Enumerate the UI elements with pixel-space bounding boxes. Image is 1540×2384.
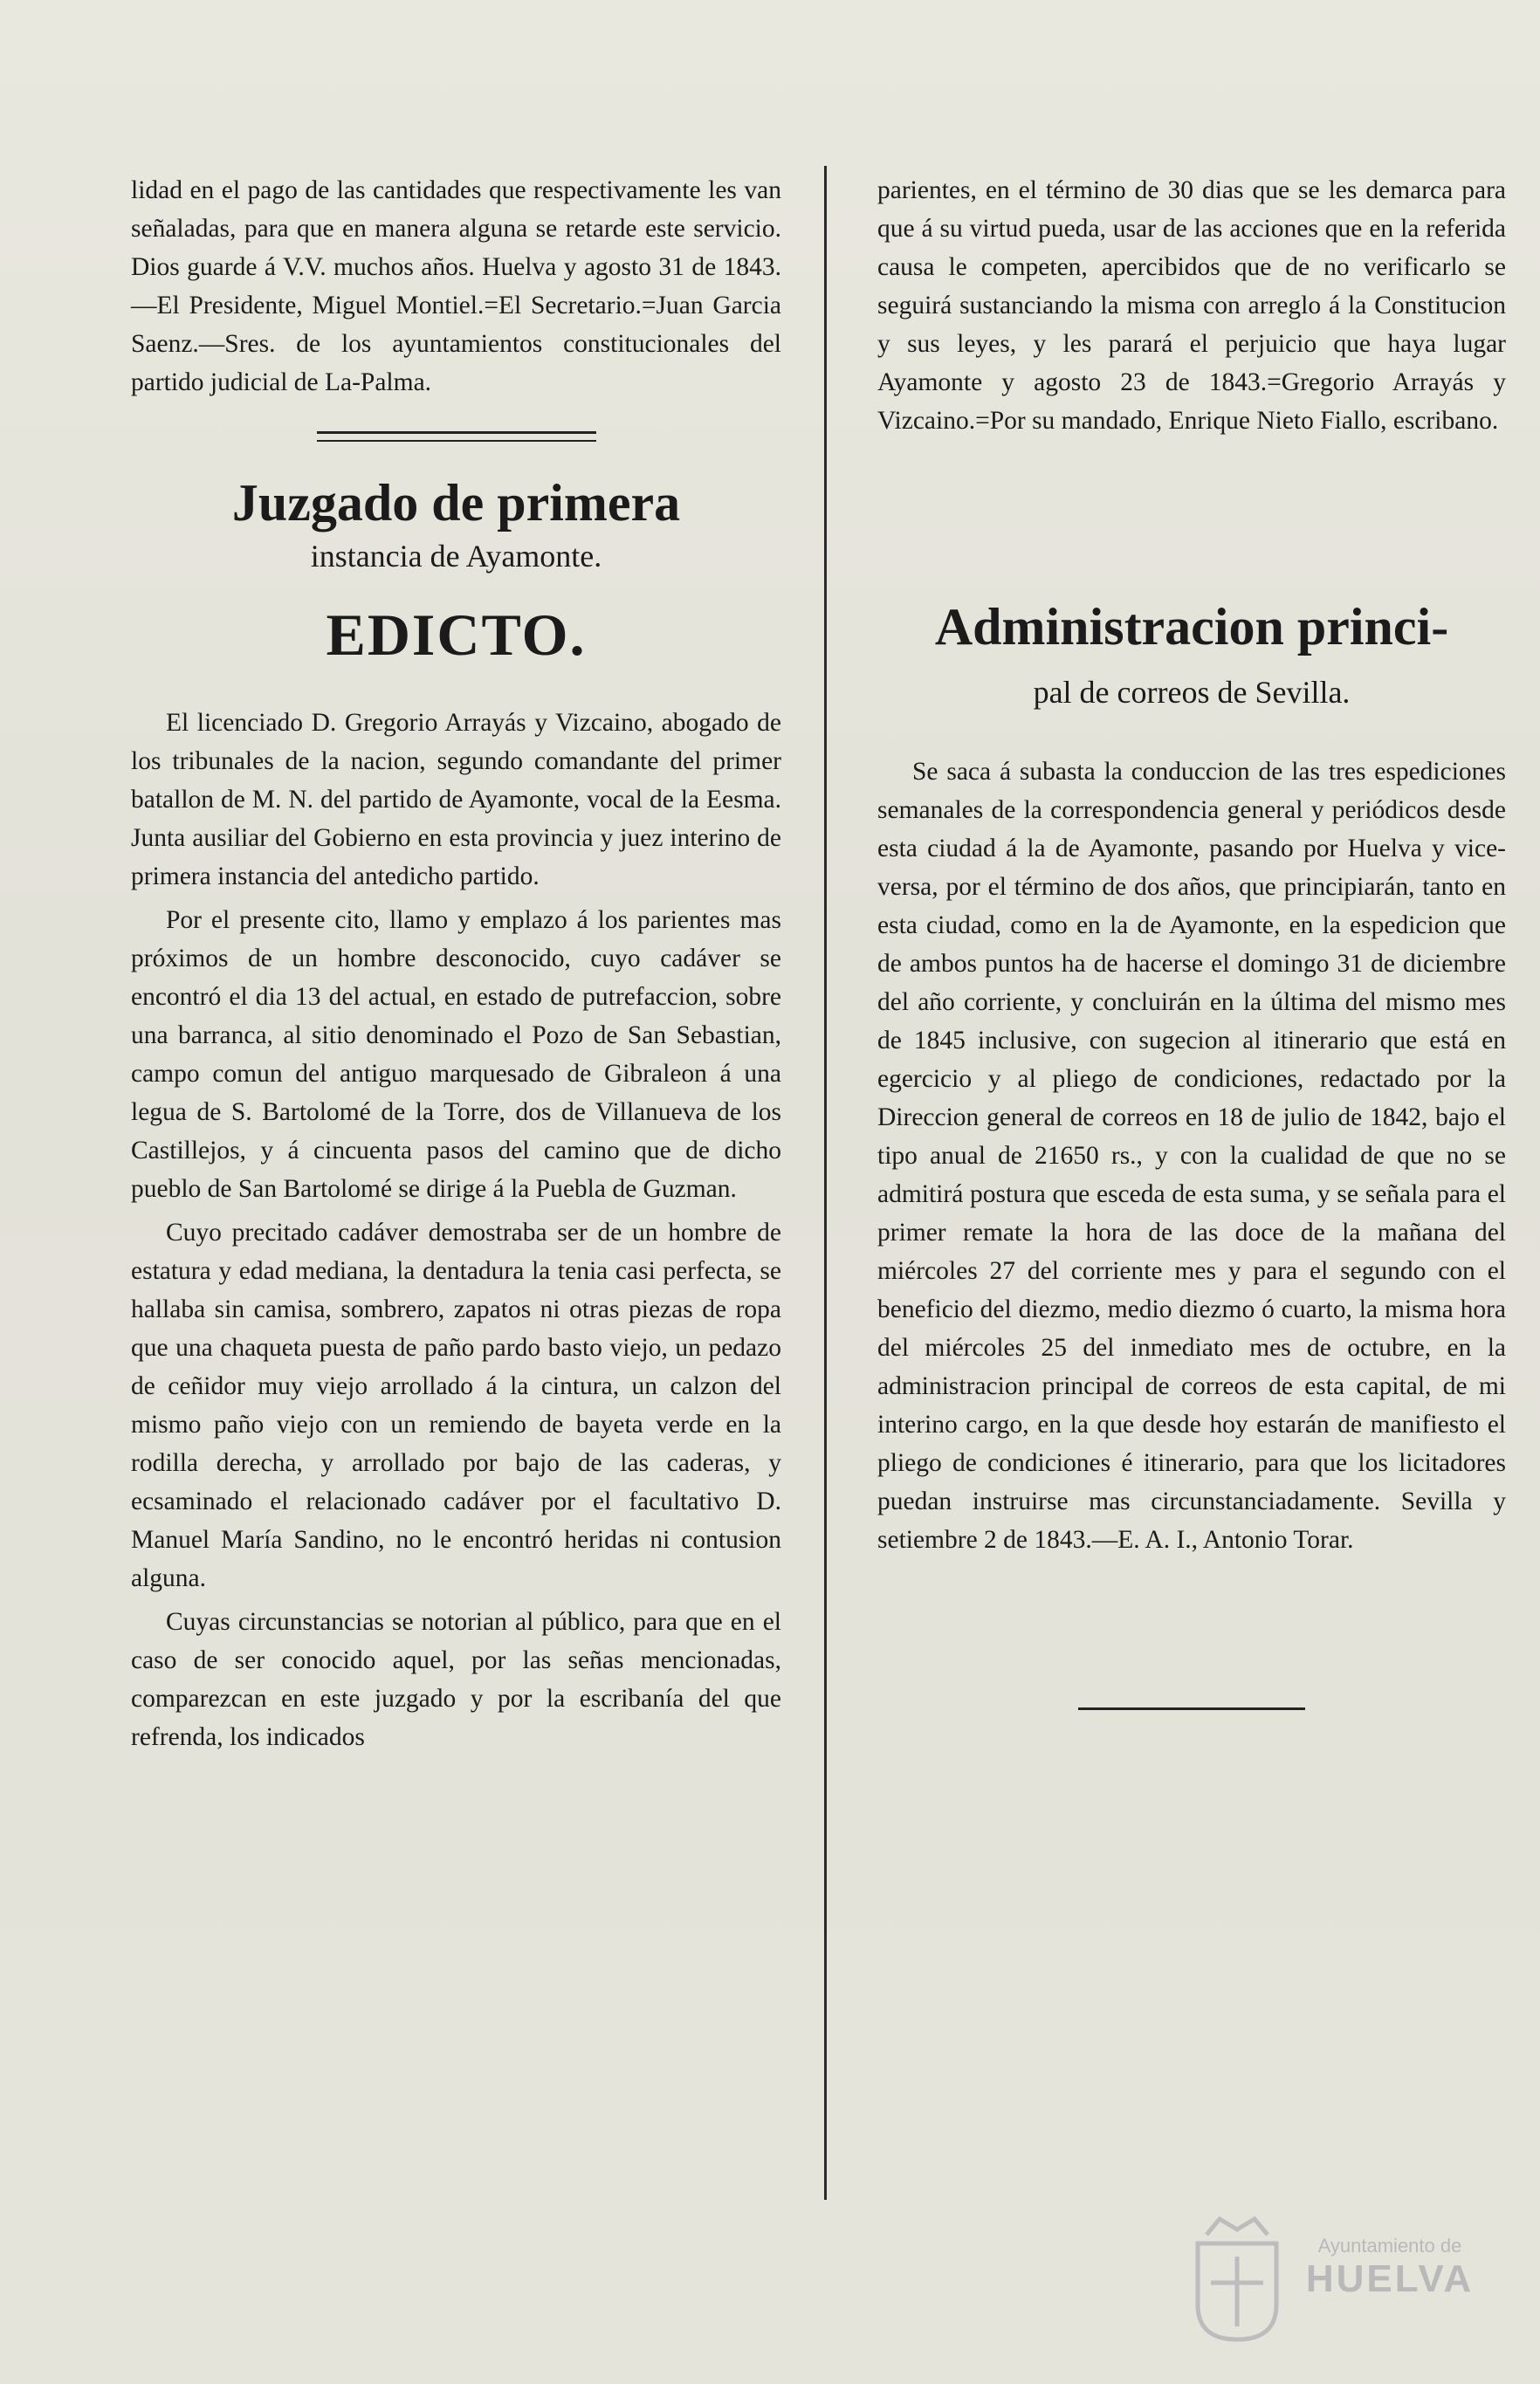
watermark-line1: Ayuntamiento de — [1317, 2235, 1462, 2257]
edicto-paragraph-4: Cuyas circunstancias se notorian al público, para que en el caso de ser conocido aquel, por las señas mencionadas, comparezcan en este juzgado y por la escribanía del que refrenda, los indicados — [131, 1608, 781, 1751]
right-intro-paragraph: parientes, en el término de 30 dias que se les demarca para que á su virtud pueda, usar de las acciones que en la referida causa le competen, apercibidos que de no verificarlo se seguirá sustanciando la misma con arreglo á la Constitucion y sus leyes, y les parará el perjuicio que haya lugar Ayamonte y agosto 23 de 1843.=Gregorio Arrayás y Vizcaino.=Por su mandado, Enrique Nieto Fiallo, escribano. — [877, 176, 1506, 435]
edicto-title: EDICTO. — [326, 601, 587, 668]
watermark-line2: HUELVA — [1305, 2257, 1475, 2300]
administracion-subheading: pal de correos de Sevilla. — [1033, 675, 1351, 710]
section-divider — [317, 431, 596, 442]
edicto-paragraph-2: Por el presente cito, llamo y emplazo á los parientes mas próximos de un hombre desconocido, cuyo cadáver se encontró el dia 13 del actual, en estado de putrefaccion, sobre una barranca, al sitio denominado el Pozo de San Sebastian, campo comun del antiguo marquesado de Gibraleon á una legua de S. Bartolomé de la Torre, dos de Villanueva de los Castillejos, y á cincuenta pasos del camino que de dicho pueblo de San Bartolomé se dirige á la Puebla de Guzman. — [131, 906, 781, 1203]
juzgado-subheading: instancia de Ayamonte. — [310, 539, 602, 574]
edicto-paragraph-3: Cuyo precitado cadáver demostraba ser de un hombre de estatura y edad mediana, la dentadura la tenia casi perfecta, se hallaba sin camisa, sombrero, zapatos ni otras piezas de ropa que una chaqueta puesta de paño pardo basto viejo, un pedazo de ceñidor muy viejo arrollado á la cintura, un calzon del mismo paño viejo con un remiendo de bayeta verde en la rodilla derecha, y arrollado por bajo de las caderas, y ecsaminado el relacionado cadáver por el facultativo D. Manuel María Sandino, no le encontró heridas ni contusion alguna. — [131, 1219, 781, 1592]
right-column — [877, 171, 1506, 1710]
juzgado-heading: Juzgado de primera — [231, 474, 681, 532]
watermark-text — [1294, 2235, 1486, 2301]
subasta-paragraph: Se saca á subasta la conduccion de las tres espediciones semanales de la correspondencia general y periódicos desde esta ciudad á la de Ayamonte, pasando por Huelva y vice-versa, por el término de dos años, que principiarán, tanto en esta ciudad, como en la de Ayamonte, en la espedicion que de ambos puntos ha de hacerse el domingo 31 de diciembre del año corriente, y concluirán en la última del mismo mes de 1845 inclusive, con sugecion al itinerario que está en egercicio y al pliego de condiciones, redactado por la Direccion general de correos en 18 de julio de 1842, bajo el tipo anual de 21650 rs., y con la cualidad de que no se admitirá postura que esceda de esta suma, y se señala para el primer remate la hora de las doce de la mañana del miércoles 27 del corriente mes y para el segundo con el beneficio del diezmo, medio diezmo ó cuarto, la misma hora del miércoles 25 del inmediato mes de octubre, en la administracion principal de correos de esta capital, de mi interino cargo, en la que desde hoy estarán de manifiesto el pliego de condiciones é itinerario, para que los licitadores puedan instruirse mas circunstanciadamente. Sevilla y setiembre 2 de 1843.—E. A. I., Antonio Torar. — [877, 758, 1506, 1554]
left-intro-paragraph: lidad en el pago de las cantidades que respectivamente les van señaladas, para que en manera alguna se retarde este servicio. Dios guarde á V.V. muchos años. Huelva y agosto 31 de 1843.—El Presidente, Miguel Montiel.=El Secretario.=Juan Garcia Saenz.—Sres. de los ayuntamientos constitucionales del partido judicial de La-Palma. — [131, 176, 781, 396]
closing-rule — [1078, 1707, 1305, 1710]
column-divider — [824, 166, 827, 2200]
administracion-heading: Administracion princi- — [934, 598, 1449, 656]
left-column — [131, 171, 781, 1762]
edicto-paragraph-1: El licenciado D. Gregorio Arrayás y Vizcaino, abogado de los tribunales de la nacion, segundo comandante del primer batallon de M. N. del partido de Ayamonte, vocal de la Eesma. Junta ausiliar del Gobierno en esta provincia y juez interino de primera instancia del antedicho partido. — [131, 709, 781, 890]
